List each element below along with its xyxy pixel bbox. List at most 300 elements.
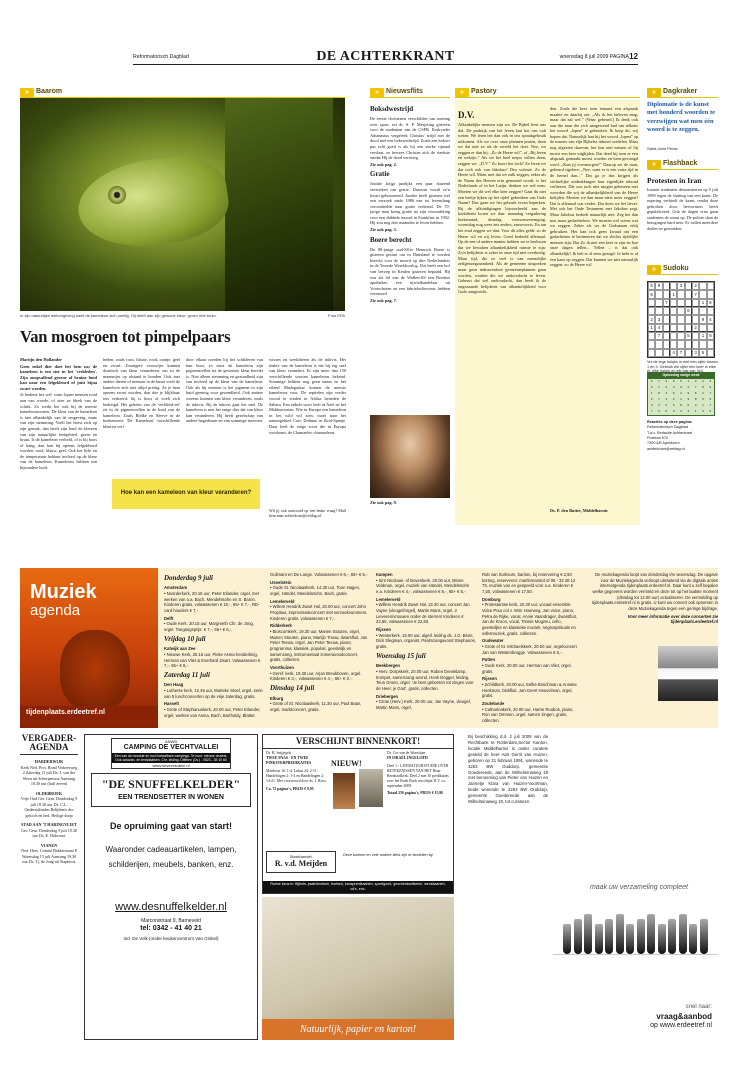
sudoku-cell[interactable]: 2: [648, 315, 655, 323]
sudoku-cell[interactable]: [663, 324, 670, 332]
nieuwsflits-column: [370, 102, 450, 414]
baarom-col-1: [20, 357, 97, 555]
sudoku-cell[interactable]: [699, 282, 706, 290]
sudoku-cell[interactable]: [663, 349, 670, 357]
news-title-3: Boere berecht: [370, 235, 412, 244]
sudoku-cell[interactable]: 5: [699, 349, 706, 357]
sudoku-cell[interactable]: [677, 299, 684, 307]
piano-image: [658, 646, 718, 701]
nieuwsflits-tag: Nieuwsflits: [386, 88, 423, 96]
pastory-tagbar: [455, 88, 640, 98]
solution-cell: 3: [709, 379, 712, 384]
shoe-shape: [595, 924, 603, 954]
solution-cell: 8: [672, 379, 675, 384]
sudoku-cell[interactable]: 4: [707, 315, 714, 323]
sudoku-cell[interactable]: 9: [699, 315, 706, 323]
chameleon-photo: [20, 98, 345, 311]
sudoku-cell[interactable]: 6: [685, 307, 692, 315]
agenda-day: Vrijdag 10 juli: [164, 634, 206, 643]
news-ref-1: Zie ook pag. 2.: [370, 161, 397, 167]
book-1: [266, 751, 328, 791]
reacties-line: Reformatorisch Dagblad: [647, 425, 688, 430]
sudoku-cell[interactable]: [707, 282, 714, 290]
shoe-shape: [616, 914, 624, 954]
solution-title: Oplossing vorige week: [647, 372, 715, 378]
question-box: Hoe kan een kameleon van kleur veranderen?: [112, 479, 260, 509]
pastory-col-2: den. Zoals die keer toen iemand een afspraak maakte en daarbij zei: „Als ik het beleven mag, maar dat zal wel.” (Waar gebeurd.) Ik denk ook aan die man die zich aangewend had om telkens het woord „lopen” te gebruiken. Ik hoop dit, wij hopen dat. Natuurlijk laat hij het woord „lopen” op de manier van zijn Bijbelse inhoud oordelen. Maar nog afgezien daarvan, het kon niet missen of hij moest een keer uitglijden. Dat deed hij toen er een afspraak gemaakt moest worden en hem gevraagd werd: „Kun jij overmorgen?” Daarop zei de man, gebeurd sigelore: „Nee, want er is een vaste tijd in de hemel dan...” Dat ga je dus krijgen als stichtelijke uitdrukkingen hun eigenlijke inhoud verliezen. Dat zou toch niet mogen gebeuren met woorden die wij de afhankelijkheid van de Heere belijden. Moeten we dan maar niets meer zeggen? Dat is allemaal wat verder. Dat doen we het liever. Met ook het Oude Testament met Jakobus zegt. Maar Jakobus bedoelt natuurlijk niet: Zeg het dan nou maar gedachteloos. We moeten wel weten wat we zeggen. Zeker als we de Godsnaam erbij gebruiken. Het kan ook geen kwaad om een gedachtenis te herinneren dat we slechts tijdelijke mensen zijn. Dat Zo ik niet een keer te zijn en hoe onze dagen tellen... Tellen – is dat ook afhankelijk? Ik heb er al eens gezegd: Je hebt er al een kans op zeggen. Dat kunnen we niet natuurlijk zeggen: zo de Heere wil.: [550, 106, 638, 268]
reacties-email[interactable]: achterkrant@refdag.nl: [647, 446, 685, 451]
agenda-entry: • Sint Nicolaas- of Bovenkerk, 20.00 uur, Minne Veldman, orgel, muziek van Händel, Mendelssohn e.a. Kinderen € 4,-, volwassenen € 6,-, 65+ € 5,-.: [376, 577, 470, 595]
agenda-place: Beekbergen: [376, 663, 400, 669]
article-body-4: wissen en weekdieren als de inktvis. Het tenkte van de kameleon is dat hij erg snel van kleur verandert. Er zijn meer dan 150 verschillende soorten kameleons bekend. Sommige hebben nog geen naam en het eiland Madagaskar komen de meeste kameleons voor. De reptielen zijn verder vooral te vinden in Afrika beneden de Sahara. Een enkele soort leeft in Azië en het Middenoosten. Wie in Europa een kameleon in het wild wil zien, moet naar het natuurgebied Coto Doñana in Zuid-Spanje. Daar leeft de enige soort die in Europa voorkomt: de Chamaeleo chamaeleon.: [269, 357, 346, 435]
sudoku-cell[interactable]: [677, 324, 684, 332]
sudoku-cell[interactable]: [670, 282, 677, 290]
sudoku-cell[interactable]: [670, 332, 677, 340]
sudoku-cell[interactable]: [707, 324, 714, 332]
agenda-entry: • Grote of Stephanuskerk, 20.00 uur, Peter Eilander, orgel, werken van Asma, Bach, Bartholdy, Blatter.: [164, 707, 261, 718]
solution-cell: 2: [680, 409, 682, 414]
agenda-place: IJsselstein: [270, 579, 292, 585]
shoe-shape: [647, 914, 655, 954]
dagkraker-tagbar: [647, 88, 718, 98]
pastory-tag: Pastory: [471, 88, 497, 96]
sudoku-cell[interactable]: 7: [677, 349, 684, 357]
vergader-entry: Vrije Oud Ger. Gem. Donderdag 9 juli 19.30 uur Ds. C.L. Onderstalinden Belijdenis des geloofs en bed. Heilige doop: [20, 796, 78, 818]
agenda-place: Delft: [164, 615, 174, 621]
solution-cell: 5: [672, 391, 675, 396]
sudoku-cell[interactable]: 8: [707, 332, 714, 340]
sudoku-cell[interactable]: 1: [699, 332, 706, 340]
reacties-title: Reacties op deze pagina:: [647, 420, 693, 424]
article-lead: Geen enkel dier doet het hem na: de kameleon is een ster in het 'verkleden'. Zijn onopvallend groene of bruine huid kan naar een felgekleurd of juist bijna zwart worden.: [20, 363, 97, 391]
shoe-shape: [574, 919, 582, 954]
vergader-blocks: [20, 759, 78, 865]
article-body-2: heden, zoals rozo, blauw, rood, oranje, geel en zwart. Zwangere vrouwtjes kunnen drastisch van kleur veranderen, om zo de mannetjes op afstand te houden. Ook met andere dieren of mensen in de buurt voelt de kameleon zich niet altijd prettig. Ze je hem opeens zwart worden, dan doe je blijkbaar iets verkeerd: hij is boos of voelt zich bedreigd. Het geheim van de 'verkleed-set' zit in de pigmentcellen in de huid van de kameleon. Zoals Bielke en Sleeve in de boekenserie 'De Kameleon' verschillende kleuren verf: [103, 357, 180, 429]
agenda-entry: • Lutherse kerk, 12.45 uur, Marieke Stoel, orgel, serie van 5 lunchconcerten op de vrije zaterdag, gratis.: [164, 688, 263, 699]
reacties-line: 7300 AR Apeldoorn: [647, 441, 680, 446]
sudoku-cell[interactable]: [663, 282, 670, 290]
agenda-entry: • Grote of St. Michaelskerk, 20.00 uur, orgelconcert Jan van Westenbrugge. Volwassenen € 6,-.: [482, 644, 577, 655]
shoe-collection-image: [563, 904, 713, 954]
solution-cell: 6: [694, 391, 697, 396]
agenda-place: Katwijk aan Zee: [164, 646, 196, 652]
sudoku-cell[interactable]: [663, 307, 670, 315]
sudoku-cell[interactable]: [648, 340, 655, 348]
nieuwsflits-tagbar: [370, 88, 450, 98]
byline: Martijn den Hollander: [20, 357, 63, 362]
agenda-place: Amsterdam: [164, 585, 188, 591]
sudoku-cell[interactable]: [677, 307, 684, 315]
sudoku-cell[interactable]: [655, 290, 662, 298]
solution-cell: 7: [709, 391, 712, 396]
solution-cell: 9: [650, 403, 653, 408]
book1-text: Mattheus 16: 1-4, Lukas 24: 2-11, Handelingen 2: 1-4 en Handelingen 2: 14-21. Met voorwoord door ds. J. Roos.: [266, 768, 327, 783]
agenda-place: Domburg: [482, 596, 501, 602]
solution-cell: 4: [694, 403, 697, 408]
sudoku-cell[interactable]: 4: [655, 324, 662, 332]
sudoku-cell[interactable]: 8: [707, 299, 714, 307]
solution-cell: 3: [658, 403, 660, 408]
solution-cell: 3: [665, 385, 668, 390]
shop-line: Ruime keus in: Bijbels, psalmboeken, boeken, kansprentkaarten, speelgoed, geschenkartikelen, wenskaarten, cd's, enz.: [263, 881, 453, 893]
shop-note: Deze boeken en vele andere titels zijn te bestellen bij:: [343, 853, 434, 857]
agenda-entry: • Catharinakerk, 20.00 uur, Harrie Roubos, piano, Ron van Ommen, orgel, samen zingen, gratis, collecten.: [482, 706, 574, 724]
binnenkort-title: VERSCHIJNT BINNENKORT!: [263, 735, 453, 749]
snuffel-footer: Ind. De Volk (onder keukencentrum Van Ginkel): [123, 936, 219, 942]
photo-credit: Foto EPA: [328, 313, 345, 318]
agenda-entry: • Oude Kerk, 20.15 uur, Margreeth Chr. de Jong, orgel. Toegangsprijs: € 7,-, 65+ € 6,-.: [164, 621, 254, 633]
baarom-col-4: [269, 357, 346, 502]
sudoku-cell[interactable]: [648, 349, 655, 357]
baarom-col-3: [186, 357, 263, 474]
shoe-shape: [679, 914, 687, 954]
sudoku-cell[interactable]: [692, 299, 699, 307]
sudoku-cell[interactable]: [663, 332, 670, 340]
shoe-shape: [658, 924, 666, 954]
contact-note: Wil jij ook antwoord op een leuke vraag? Mail hem naar achterkrant@refdag.nl.: [269, 508, 346, 519]
muziek-subtitle: agenda: [30, 602, 81, 619]
sudoku-cell[interactable]: 1: [670, 290, 677, 298]
agenda-place: Rijssen: [482, 676, 497, 682]
news-ref-2: Zie ook pag. 3.: [370, 227, 397, 233]
vergader-place: STAD AAN 'T HARINGVLIET: [21, 822, 77, 828]
sudoku-cell[interactable]: 3: [677, 282, 684, 290]
camping-url[interactable]: www.devechtvallei.nl: [152, 763, 190, 769]
agenda-day: Woensdag 15 juli: [376, 651, 426, 660]
solution-cell: 1: [687, 379, 690, 384]
sudoku-cell[interactable]: [670, 315, 677, 323]
agenda-more-info: Voor meer informatie over deze concerten zie tijdenplaats.erdeetref.nl: [627, 613, 718, 625]
beginsel-slogan: Natuurlijk, papier en karton!: [262, 1019, 454, 1040]
shoe-shape: [668, 919, 676, 954]
sudoku-instruction: Vul de lege hokjes in met een cijfer tussen 1 en 9. Gebruik elk cijfer één keer in elke: [647, 360, 718, 369]
shelf-line: [553, 954, 718, 955]
section-title: DE ACHTERKRANT: [316, 49, 455, 64]
caption-text: In zijn natuurlijke leefomgeving weet de kameleon zich prettig. Hij heeft dan zijn gewone kleur: groen met bruin.: [20, 313, 217, 318]
book2-text: Deel 1 - LITERATUURSTUDIE OVER BETEKENISSEN VAN HET Brun-Bernhardkerk. Deel 2 met 10 predikaties over het Boek Ruth verschijnt D.V. ca. september 2009.: [387, 763, 449, 788]
news-text-1: De eerste christenen verschilden van mening over sport, zei dr. S. P. Mesjeting gisteren voor de studenten van de CSFR. Kerkvader Athanasius vergeleek Christus' strijd met de dood met een bokswedstrijd. Zoals een bokser pas echt goed is als hij een sterke rijaand verslaat, zo bewees Christus zich de sterkste omdat Hij de dood versloeg.: [370, 116, 450, 161]
sudoku-cell[interactable]: [655, 299, 662, 307]
solution-cell: 5: [709, 409, 712, 414]
news-text-3: De 88-jarige oud-SS'er Heinrich Boere is gisteren gestart om in Duitsland te worden berecht voor de moord op drie Nederlanders in de Tweede Wereldoorlog. Dat heeft een hof van beroep in Keulen gisteren bepaald. Hij zou als lid van de Waffen-SS een Bredase apotheker, een rijwielhandelaar uit Voorschoten en een fabrieksdirecteur hebben vermoord.: [370, 246, 450, 297]
agenda-place: Den Haag: [164, 682, 184, 688]
pastory-title: D.V.: [458, 110, 475, 120]
flashback-tag: Flashback: [663, 160, 698, 168]
sudoku-cell[interactable]: [648, 299, 655, 307]
photo-caption: [20, 313, 345, 318]
muziek-title: Muziek: [30, 581, 97, 603]
solution-cell: 8: [658, 391, 660, 396]
sudoku-grid[interactable]: [647, 281, 715, 358]
sudoku-cell[interactable]: 4: [670, 349, 677, 357]
muziek-agenda-banner: [20, 568, 158, 728]
book1-price: Ca. 72 pagina's, PRIJS € 9,95: [266, 786, 314, 791]
solution-cell: 4: [702, 379, 704, 384]
book2-cover: [359, 769, 383, 807]
vraag-tagline: maak uw verzameling compleet: [589, 884, 688, 891]
snuffel-sub: EEN TRENDSETTER IN WONEN: [118, 794, 224, 802]
page-number: 12: [629, 52, 638, 61]
book-2: [387, 751, 451, 796]
agenda-entry: • Nieuwe Kerk, 20.15 uur, Pieke Asma-henderking, Herman van Vliet & Everhard Zwart. Volwassenen € 7,-, 65+ € 6,-.: [164, 651, 261, 669]
new-label: NIEUW!: [331, 759, 362, 768]
vergader-agenda: [20, 734, 78, 1040]
curatele-notice: Bij beschikking d.d. 2 juli 2009 van de Rechtbank te Rotterdam,Sector Kanton, locatie Middelharnis is onder curatele gesteld de heer Aart Gerrit van Huizen, geboren op 21 februari 1991, wonende te 3253 BW Ouddorp, gemeente Goedereede, aan de Wilhelminaweg 19 met benoeming van Pieter van Huizen en Jannetje Klara van Huizen-Voortman, beide wonende te 3253 BW Ouddorp, gemeente Goedereede aan de Wilhelminaweg 19, tot curatoren.: [468, 734, 548, 805]
arrow-icon: »: [647, 88, 661, 97]
agenda-day: Donderdag 9 juli: [164, 574, 214, 582]
news-title-1: Boksdwestrijd: [370, 105, 414, 113]
sudoku-cell[interactable]: [655, 307, 662, 315]
solution-cell: 6: [650, 379, 653, 384]
sudoku-cell[interactable]: [707, 349, 714, 357]
solution-cell: 4: [672, 385, 675, 390]
sudoku-cell[interactable]: 2: [692, 324, 699, 332]
sudoku-solution-grid: [647, 378, 715, 416]
shop-sub: Boekhandel: [290, 854, 312, 859]
reacties-line: Postbus 670: [647, 435, 669, 440]
news-text-2: Justitie krijgt jaarlijks een paar duizend verzoeken om gratie. Daarvan wordt zo'n kwart gehonoreerd. Justitie heeft gisteren wel een verzoek sinds 1986 een tot levenslang veroordeelde naar gratie verleend. De 70-jarige man kreeg gratie na zijn veroordeling voor een dubbele moord in Frankfurt in 1992. Hij zou nog drie maanden te leven hebben.: [370, 181, 450, 226]
agenda-entry: Guilmant en De Lange. Volwassenen € 6,-, 65+ € 5,-.: [270, 572, 369, 577]
agenda-place: Driebergen: [376, 693, 399, 699]
sudoku-cell[interactable]: [663, 290, 670, 298]
agenda-entry: • Westerkerk, 19.00 uur, algell. leiding ds. J.G. Blom, Dick Slegman, organist, Psalmzangavond Stephanos, gratis.: [376, 632, 476, 650]
sudoku-cell[interactable]: 7: [655, 332, 662, 340]
solution-cell: 9: [687, 391, 690, 396]
baarom-col-2: [103, 357, 180, 474]
book1-author: Dr. H. Snijjegeb: [266, 751, 291, 755]
leaf-shape: [225, 98, 333, 311]
solution-cell: 7: [694, 385, 697, 390]
camping-text: Een van de mooiste en toch betaalbare campings. Te huur: nieuwe chalets. Ook caravan- en tentplaatsen. Chr. leiding. Diffelen (Ov.) - 0523 - 35 10 60: [112, 753, 230, 764]
sudoku-cell[interactable]: [685, 340, 692, 348]
sudoku-cell[interactable]: [707, 307, 714, 315]
agenda-place: Lemelerveld: [270, 598, 295, 604]
agenda-entry: Rob van Surksum, bariton, bij reservering € 2,50 korting, reserveren: martinmansrd of 06 - 32 28 12 79, muziek van en gespeeld voor o.a. Kinderen € 7,50, volwassenen € 17,50.: [482, 572, 576, 595]
news-title-2: Gratie: [370, 170, 390, 179]
agenda-entry: • Schildkerk, 20.00 uur, Eefke Boschman & Anneke Hoekman, blokfluit, Jan-Geert Heuvelman, orgel, gratis.: [482, 682, 577, 699]
solution-cell: 2: [694, 379, 697, 384]
snuffel-url[interactable]: www.desnuffelkelder.nl: [115, 900, 227, 913]
snuffel-address: Marconistraat 9, Barneveld: [141, 918, 201, 925]
sudoku-cell[interactable]: [685, 290, 692, 298]
sudoku-cell[interactable]: [699, 290, 706, 298]
agenda-day: Dinsdag 14 juli: [270, 684, 315, 693]
sudoku-cell[interactable]: [707, 340, 714, 348]
book2-author: Dr. Cor van de Woestijne: [387, 751, 426, 755]
sudoku-cell[interactable]: [648, 307, 655, 315]
agenda-place: Elburg: [270, 695, 284, 701]
sudoku-cell[interactable]: [699, 307, 706, 315]
solution-cell: 3: [680, 391, 682, 396]
sudoku-tagbar: [647, 265, 718, 275]
dagkraker-tag: Dagkraker: [663, 88, 698, 96]
solution-cell: 7: [650, 409, 653, 414]
agenda-url[interactable]: tijdenplaats.erdeetref.nl: [20, 706, 158, 720]
issue-date: woensdag 8 juli 2009 PAGINA: [559, 54, 629, 60]
article-headline: Van mosgroen tot pimpelpaars: [20, 327, 231, 346]
sudoku-cell[interactable]: 1: [648, 324, 655, 332]
solution-cell: 2: [665, 403, 668, 408]
sudoku-cell[interactable]: [663, 315, 670, 323]
solution-cell: 9: [709, 385, 712, 390]
sudoku-cell[interactable]: [692, 340, 699, 348]
agenda-entry: • Grote (Herv.) Kerk, 20.00 uur, Jan Vayne, vleugel, Martin Mans, orgel,: [376, 699, 471, 710]
vraag-url[interactable]: op www.erdeetref.nl: [650, 1022, 712, 1029]
solution-cell: 8: [665, 409, 668, 414]
solution-cell: 2: [665, 397, 668, 402]
shoe-shape: [626, 924, 634, 954]
agenda-place: Voorthuizen: [270, 665, 294, 671]
solution-cell: 2: [687, 385, 690, 390]
shop-logo: [266, 851, 336, 873]
sudoku-cell[interactable]: 5: [685, 332, 692, 340]
sudoku-cell[interactable]: [670, 324, 677, 332]
agenda-column-4: [482, 572, 582, 724]
agenda-column-1: [164, 572, 264, 724]
solution-cell: 4: [650, 397, 653, 402]
agenda-column-5: [592, 572, 718, 642]
arrow-icon: »: [370, 88, 384, 97]
agenda-column-3: [376, 572, 476, 724]
chameleon-shape: [73, 150, 233, 255]
solution-cell: 9: [672, 409, 675, 414]
agenda-info: De muziekagenda loopt van donderdag t/m woensdag. De opgave voor de Muziekagenda verloopt uitsluitend via de digitale acties internetgenda tijdenplaats.erdeetref.nl. Daar kunt u zelf bepalen welke gegevens worden vermeld en deze tot op het laatste moment (dinsdag tot 12.00 uur) actualiseren. De vermelding op tijdenplaats.erdeetref.nl is gratis. U kunt uw concert ook opnemen in deze Muziekagenda tegen een geringe bijdrage.: [592, 572, 718, 612]
arrow-icon: »: [20, 88, 34, 97]
paper-image: [262, 897, 454, 1019]
sudoku-cell[interactable]: [685, 349, 692, 357]
sudoku-cell[interactable]: [685, 282, 692, 290]
sudoku-cell[interactable]: [699, 324, 706, 332]
agenda-place: Oudewater: [482, 638, 504, 644]
solution-cell: 6: [658, 409, 660, 414]
agenda-place: Zoutelande: [482, 701, 505, 707]
sudoku-cell[interactable]: 2: [692, 282, 699, 290]
sudoku-cell[interactable]: [685, 299, 692, 307]
solution-cell: 1: [650, 391, 653, 396]
book1-title: TWEE PAAS - EN TWEE PINKSTERPREDIKATIES: [266, 755, 312, 765]
agenda-place: Lemelerveld: [376, 596, 401, 602]
baarom-tag: Baarom: [36, 88, 63, 96]
article-body-1: Je herkent het wel: soms lopen mensen rood aan van woede, of zien ze bleek van de schrik. Zo werkt het ook bij de meeste kameleonsoorten. De kleur van de kameleon is niet afhankelijk van de omgeving, maar van zijn stemming. Voelt het beest zich op zijn gemak, dan heeft zijn huid de kleuren van zijn natuurlijke leefgebied: groen en bruin. Is de kameleon verliefd, of is hij boos of bang, dan kan hij opeens felgekleurd worden: rood, blauw, geel. Ook het licht en de temperatuur hebben invloed op de kleur van de kameleon. Kameleons hebben een bijzondere huid.: [20, 392, 97, 470]
vergader-entry: Ned. Herv. Comité Bakkerstraat 8 Woensdag 15 juli Aanvang 19.30 uur Ds. Tj. de Jong uit Staphorst: [21, 848, 77, 865]
sudoku-cell[interactable]: [670, 340, 677, 348]
sudoku-cell[interactable]: [692, 332, 699, 340]
arrow-icon: »: [647, 265, 661, 274]
solution-cell: 2: [702, 391, 704, 396]
vergader-entry: Kerk Ned. Prot. Bond Verkeerweg 2 Zaterdag 11 juli Ds. J. van der Sleen uit Scherpenisse Aanvang 18.30 uur (half zeven): [20, 764, 78, 787]
sudoku-cell[interactable]: [648, 332, 655, 340]
solution-cell: 6: [687, 403, 690, 408]
sudoku-cell[interactable]: 3: [655, 315, 662, 323]
solution-cell: 1: [658, 385, 660, 390]
agenda-entry: • Willem Hendrik Zwart Hal, 22.30 uur, concert Jan Vayne (vleugel/orgel), Martin Mans, orgel, 2 Lieveren/vrouwen onder de sterren! Kinderen € 22,50, volwassenen € 22,50.: [376, 602, 470, 625]
sudoku-cell[interactable]: [692, 315, 699, 323]
agenda-entry: • Oude Kerk, 20.00 uur, Herman van Vliet, orgel, gratis.: [482, 663, 572, 674]
agenda-entry: • Herv. Dorpskerk, 20.00 uur, Ruben Deneklamp, trompet, samenzang-avond, Henk Dogger, leiding, Teun Groen, orgel. 'Je bent geborsen tot zingen voor de Heer, je God', gratis, collecten.: [376, 668, 474, 691]
sudoku-cell[interactable]: [655, 349, 662, 357]
sudoku-cell[interactable]: [692, 307, 699, 315]
sudoku-cell[interactable]: 1: [699, 299, 706, 307]
solution-cell: 1: [680, 397, 682, 402]
agenda-day: Zaterdag 11 juli: [164, 670, 210, 679]
sudoku-cell[interactable]: 3: [692, 349, 699, 357]
shoe-shape: [584, 914, 592, 954]
agenda-entry: • Willem Hendrik Zwart Hal, 20.00 uur, concert John Propitius, improvisatieconcert met verzoeknummers. Kinderen gratis, volwassenen € 7,-.: [270, 604, 368, 621]
agenda-entry: • Protestantse kerk, 20.30 uur, vocaal ensemble Voice Pour col v. Wim Hoorweg, Jan voice, piano, Petra de Rijke, vocal, Annie Vaandrager, dwarsfluit, Jan de Kroon, vocal, Tonnie Mugzeu, cello, geestelijke en klassieke muziek, negrospirituals en volksmuziek, gratis, collecten.: [482, 602, 577, 636]
masthead-rule: [133, 64, 638, 65]
vergader-place: HARDERWIJK: [34, 759, 64, 764]
flashback-text: Iraanse studenten demonstreren op 9 juli 1999 tegen de sluiting van een krant. De regering verbiedt de krant, omdat deze gebroken door hervormers heeft gepubliceerd. Ook de dagen erna gaan studenten de straat op. De politie slaat de betogingen hard neer. Er vallen meerdere doden en gewonden.: [647, 187, 718, 232]
portrait-photo: [370, 415, 450, 498]
solution-cell: 3: [702, 409, 704, 414]
sudoku-cell[interactable]: 5: [648, 282, 655, 290]
sudoku-cell[interactable]: [707, 290, 714, 298]
sudoku-cell[interactable]: 6: [648, 290, 655, 298]
solution-cell: 6: [680, 385, 682, 390]
solution-cell: 5: [702, 397, 704, 402]
snuffel-phone: tel: 0342 - 41 40 21: [140, 924, 202, 932]
sudoku-cell[interactable]: [670, 307, 677, 315]
sudoku-cell[interactable]: [685, 315, 692, 323]
sudoku-cell[interactable]: [677, 340, 684, 348]
chameleon-eye: [108, 186, 126, 204]
sudoku-cell[interactable]: [655, 340, 662, 348]
quote-text: Diplomatie is de kunst met honderd woorden te verzwijgen wat men één woord is te zeggen.: [647, 101, 716, 134]
reacties-line: T.a.v. Redactie Achterkrant: [647, 430, 693, 435]
vraag-title: vraag&aanbod: [656, 1012, 712, 1021]
solution-cell: 8: [680, 403, 682, 408]
book2-price: Totaal 256 pagina's, PRIJS € 15,90: [387, 791, 444, 796]
solution-cell: 4: [687, 409, 690, 414]
sudoku-cell[interactable]: [685, 324, 692, 332]
sudoku-cell[interactable]: [677, 332, 684, 340]
baarom-tagbar: [20, 88, 345, 98]
sudoku-cell[interactable]: [677, 290, 684, 298]
article-body-3: door elkaar roerden bij het schilderen van hun boot, zo mixt de kameleon zijn pigmentcellen tot de gewenste kleur bereikt is. Niet alleen stemming en gezondheid zijn van invloed op de kleur van de kameleon. Ook als hij mensen is het pigment in zijn huid geeneig voor gezondheid. Ook andere wezens kunnen van kleur veranderen, zoals de inktvis. Bij de inktvis gaat het snel. De kameleon is niet het enige dier dat van kleur kan veranderen. Hij heeft gezelschap van andere hagedissen en van sommige insecten.: [186, 357, 263, 424]
solution-cell: 9: [665, 379, 668, 384]
agenda-entry: • Noorderkerk, 20.15 uur, Peter Eilander, orgel, met werken van o.a. Bach, Mendelssohn en S. Baron. Kinderen gratis, volwassenen € 10,-, 65+ € 7,-, RD-card houders € 7,-.: [164, 591, 260, 614]
snuffel-slogan: De opruiming gaat van start!: [109, 821, 233, 831]
sudoku-cell[interactable]: 9: [655, 282, 662, 290]
flashback-tagbar: [647, 160, 718, 170]
agenda-place: Ridderkerk: [270, 623, 292, 629]
sudoku-cell[interactable]: [699, 340, 706, 348]
binnenkort-ad: [262, 734, 454, 894]
book2-title: IN ISRAËL INGELIJFD: [387, 755, 428, 760]
sudoku-cell[interactable]: 7: [692, 290, 699, 298]
vergader-title-2: AGENDA: [20, 743, 78, 755]
solution-cell: 8: [702, 385, 704, 390]
pastory-byline: Ds. P. den Butter, Middelharnis: [550, 508, 608, 513]
vergader-entry: Ger. Gem. Donderdag 9 juli 19.30 uur Ds. E. Hakvoort: [21, 827, 77, 839]
vraag-aanbod-ad: [553, 734, 718, 1040]
agenda-place: Rijssen: [376, 627, 391, 633]
snuffel-items: Waaronder cadeauartikelen, lampen, schilderijen, meubels, banken, enz.: [105, 845, 237, 870]
sudoku-cell[interactable]: [670, 299, 677, 307]
vergader-place: OLDEBROEK: [35, 790, 63, 796]
vraag-label: snel naar:: [685, 1004, 712, 1010]
solution-cell: 7: [658, 397, 660, 402]
sudoku-cell[interactable]: [677, 315, 684, 323]
shoe-shape: [637, 919, 645, 954]
solution-cell: 1: [702, 403, 704, 408]
sudoku-cell[interactable]: 7: [663, 299, 670, 307]
camping-label: ANWB: [165, 739, 177, 744]
agenda-column-2: [270, 572, 370, 724]
sudoku-cell[interactable]: [663, 340, 670, 348]
agenda-place: Putten: [482, 657, 496, 663]
solution-cell: 5: [672, 403, 675, 408]
